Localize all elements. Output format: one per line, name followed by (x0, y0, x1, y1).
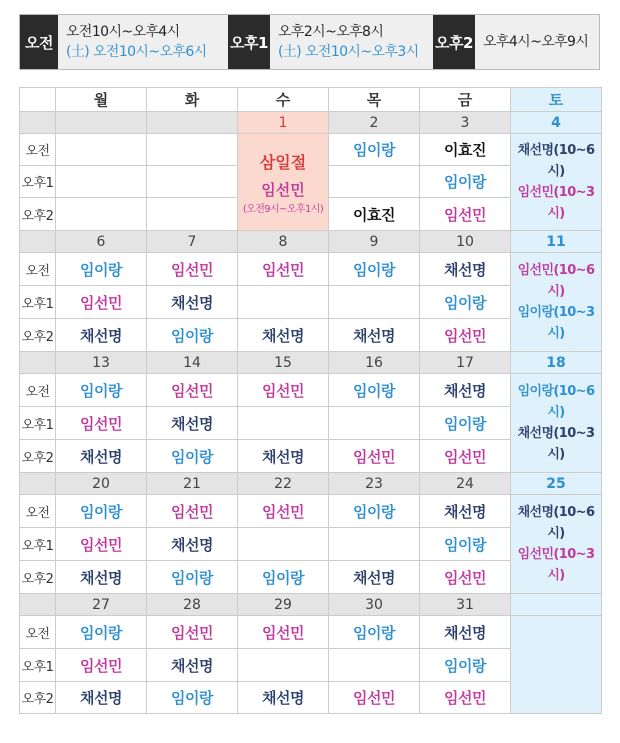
doctor-entry-fri: 임이랑 (420, 528, 511, 561)
doctor-entry-mon: 임선민 (56, 407, 147, 440)
date-number: 31 (420, 594, 511, 616)
saturday-schedule (511, 495, 602, 594)
doctor-entry-fri: 이효진 (420, 134, 511, 166)
weekday-fri: 금 (420, 88, 511, 112)
weekday-tue: 화 (147, 88, 238, 112)
date-number: 22 (238, 473, 329, 495)
doctor-entry-wed: 채선명 (238, 440, 329, 473)
legend-saturday-hours: (土) 오전10시~오후3시 (278, 44, 419, 60)
slot-label: 오전 (20, 495, 56, 528)
slot-label: 오전 (20, 253, 56, 286)
doctor-entry-wed: 임선민 (238, 616, 329, 649)
hours-legend (19, 14, 600, 70)
doctor-entry-thu: 채선명 (329, 319, 420, 352)
doctor-entry-mon: 채선명 (56, 561, 147, 594)
slot-label: 오전 (20, 616, 56, 649)
doctor-entry-tue: 채선명 (147, 286, 238, 319)
doctor-entry-fri: 임이랑 (420, 407, 511, 440)
slot-label: 오전 (20, 374, 56, 407)
saturday-doctor-entry: 채선명(10~6시) (517, 143, 595, 179)
doctor-entry-tue: 임선민 (147, 495, 238, 528)
doctor-entry-mon (56, 166, 147, 198)
saturday-doctor-entry: 채선명(10~6시) (517, 505, 595, 541)
date-number: 3 (420, 112, 511, 134)
date-row (20, 352, 602, 374)
doctor-entry-tue: 채선명 (147, 528, 238, 561)
date-number: 17 (420, 352, 511, 374)
doctor-entry-fri: 임선민 (420, 198, 511, 231)
legend-badge: 오전 (20, 15, 58, 69)
slot-label: 오전 (20, 134, 56, 166)
doctor-entry-thu: 임이랑 (329, 616, 420, 649)
legend-badge: 오후1 (228, 15, 270, 69)
doctor-entry-fri: 임이랑 (420, 286, 511, 319)
slot-row (20, 134, 602, 166)
legend-afternoon1 (228, 15, 433, 69)
doctor-entry-tue: 임이랑 (147, 319, 238, 352)
doctor-entry-fri: 임이랑 (420, 649, 511, 682)
doctor-entry-wed (238, 286, 329, 319)
doctor-entry-mon (56, 198, 147, 231)
date-row (20, 594, 602, 616)
date-row-spacer (20, 231, 56, 253)
doctor-entry-mon: 임이랑 (56, 616, 147, 649)
slot-label: 오후1 (20, 649, 56, 682)
date-row-spacer (20, 352, 56, 374)
doctor-entry-tue: 임선민 (147, 616, 238, 649)
doctor-entry-thu (329, 649, 420, 682)
slot-row (20, 374, 602, 407)
doctor-entry-tue: 임선민 (147, 374, 238, 407)
weekday-thu: 목 (329, 88, 420, 112)
date-row-spacer (20, 473, 56, 495)
doctor-entry-tue (147, 134, 238, 166)
date-number: 25 (511, 473, 602, 495)
legend-badge: 오후2 (433, 15, 475, 69)
doctor-entry-wed (238, 649, 329, 682)
slot-label: 오후1 (20, 286, 56, 319)
date-number: 23 (329, 473, 420, 495)
legend-afternoon2 (433, 15, 599, 69)
doctor-entry-tue: 임이랑 (147, 682, 238, 714)
doctor-entry-fri: 임선민 (420, 682, 511, 714)
doctor-entry-wed (238, 528, 329, 561)
doctor-entry-fri: 채선명 (420, 495, 511, 528)
date-number: 18 (511, 352, 602, 374)
slot-row (20, 616, 602, 649)
date-number: 13 (56, 352, 147, 374)
date-number: 15 (238, 352, 329, 374)
saturday-doctor-entry: 임이랑(10~3시) (517, 305, 595, 341)
legend-morning (20, 15, 228, 69)
doctor-entry-mon (56, 134, 147, 166)
doctor-entry-wed: 임선민 (238, 374, 329, 407)
date-number: 21 (147, 473, 238, 495)
weekday-sat: 토 (511, 88, 602, 112)
doctor-entry-thu: 임이랑 (329, 134, 420, 166)
date-number (147, 112, 238, 134)
slot-label: 오후2 (20, 319, 56, 352)
saturday-doctor-entry: 임선민(10~3시) (517, 547, 595, 583)
saturday-schedule (511, 616, 602, 714)
doctor-entry-mon: 채선명 (56, 682, 147, 714)
calendar-body (20, 112, 602, 714)
doctor-entry-tue: 임이랑 (147, 561, 238, 594)
date-number: 24 (420, 473, 511, 495)
doctor-entry-thu (329, 407, 420, 440)
doctor-entry-fri: 채선명 (420, 374, 511, 407)
slot-label: 오후2 (20, 198, 56, 231)
doctor-entry-thu: 임이랑 (329, 253, 420, 286)
date-number (511, 594, 602, 616)
doctor-entry-fri: 채선명 (420, 253, 511, 286)
doctor-entry-thu: 임이랑 (329, 495, 420, 528)
doctor-entry-mon: 채선명 (56, 319, 147, 352)
saturday-schedule (511, 134, 602, 231)
doctor-entry-mon: 임이랑 (56, 374, 147, 407)
legend-weekday-hours: 오후2시~오후8시 (278, 24, 384, 40)
doctor-entry-wed: 임이랑 (238, 561, 329, 594)
slot-label: 오후1 (20, 528, 56, 561)
saturday-doctor-entry: 임선민(10~6시) (517, 263, 595, 299)
doctor-entry-fri: 임이랑 (420, 166, 511, 198)
date-number: 6 (56, 231, 147, 253)
slot-label: 오후2 (20, 561, 56, 594)
date-number (56, 112, 147, 134)
slot-label: 오후2 (20, 440, 56, 473)
date-number: 11 (511, 231, 602, 253)
weekday-header-row (20, 88, 602, 112)
legend-hours (475, 15, 588, 69)
legend-weekday-hours: 오후4시~오후9시 (483, 34, 589, 50)
date-number: 27 (56, 594, 147, 616)
doctor-entry-mon: 임이랑 (56, 495, 147, 528)
saturday-doctor-entry: 임이랑(10~6시) (517, 384, 595, 420)
doctor-schedule-calendar (19, 87, 602, 714)
doctor-entry-mon: 채선명 (56, 440, 147, 473)
doctor-entry-tue (147, 166, 238, 198)
doctor-entry-thu (329, 286, 420, 319)
doctor-entry-thu: 임선민 (329, 682, 420, 714)
doctor-entry-wed: 채선명 (238, 319, 329, 352)
date-number: 14 (147, 352, 238, 374)
date-number: 30 (329, 594, 420, 616)
doctor-entry-fri: 임선민 (420, 561, 511, 594)
date-number: 2 (329, 112, 420, 134)
doctor-entry-mon: 임선민 (56, 649, 147, 682)
doctor-entry-tue: 임선민 (147, 253, 238, 286)
doctor-entry-wed (238, 407, 329, 440)
doctor-entry-tue: 임이랑 (147, 440, 238, 473)
doctor-entry-wed: 임선민 (238, 253, 329, 286)
doctor-entry-thu (329, 166, 420, 198)
date-row (20, 231, 602, 253)
saturday-doctor-entry: 채선명(10~3시) (517, 426, 595, 462)
slot-label: 오후2 (20, 682, 56, 714)
weekday-mon: 월 (56, 88, 147, 112)
date-number: 29 (238, 594, 329, 616)
doctor-entry-wed: 임선민 (238, 495, 329, 528)
date-row-spacer (20, 112, 56, 134)
doctor-entry-tue: 채선명 (147, 649, 238, 682)
date-number: 9 (329, 231, 420, 253)
date-row-spacer (20, 594, 56, 616)
date-number: 16 (329, 352, 420, 374)
doctor-entry-mon: 임이랑 (56, 253, 147, 286)
saturday-schedule (511, 253, 602, 352)
doctor-entry-tue (147, 198, 238, 231)
doctor-entry-mon: 임선민 (56, 286, 147, 319)
date-number: 1 (238, 112, 329, 134)
date-number: 28 (147, 594, 238, 616)
legend-saturday-hours: (土) 오전10시~오후6시 (66, 44, 207, 60)
slot-row (20, 495, 602, 528)
date-row (20, 473, 602, 495)
doctor-entry-thu (329, 528, 420, 561)
holiday-cell (238, 134, 329, 231)
doctor-entry-thu: 채선명 (329, 561, 420, 594)
legend-hours (270, 15, 419, 69)
doctor-entry-mon: 임선민 (56, 528, 147, 561)
doctor-entry-fri: 임선민 (420, 440, 511, 473)
doctor-entry-fri: 임선민 (420, 319, 511, 352)
date-number: 4 (511, 112, 602, 134)
weekday-wed: 수 (238, 88, 329, 112)
corner-cell (20, 88, 56, 112)
slot-label: 오후1 (20, 407, 56, 440)
doctor-entry-tue: 채선명 (147, 407, 238, 440)
holiday-hours: (오전9시~오후1시) (242, 203, 324, 215)
doctor-entry-thu: 이효진 (329, 198, 420, 231)
doctor-entry-thu: 임이랑 (329, 374, 420, 407)
slot-label: 오후1 (20, 166, 56, 198)
date-number: 20 (56, 473, 147, 495)
saturday-schedule (511, 374, 602, 473)
doctor-entry-wed: 채선명 (238, 682, 329, 714)
holiday-doctor: 임선민 (261, 180, 305, 199)
legend-weekday-hours: 오전10시~오후4시 (66, 24, 180, 40)
date-number: 8 (238, 231, 329, 253)
saturday-doctor-entry: 임선민(10~3시) (517, 185, 595, 221)
legend-hours (58, 15, 207, 69)
date-row (20, 112, 602, 134)
slot-row (20, 253, 602, 286)
holiday-name: 삼일절 (259, 152, 307, 172)
date-number: 7 (147, 231, 238, 253)
doctor-entry-thu: 임선민 (329, 440, 420, 473)
doctor-entry-fri: 채선명 (420, 616, 511, 649)
date-number: 10 (420, 231, 511, 253)
